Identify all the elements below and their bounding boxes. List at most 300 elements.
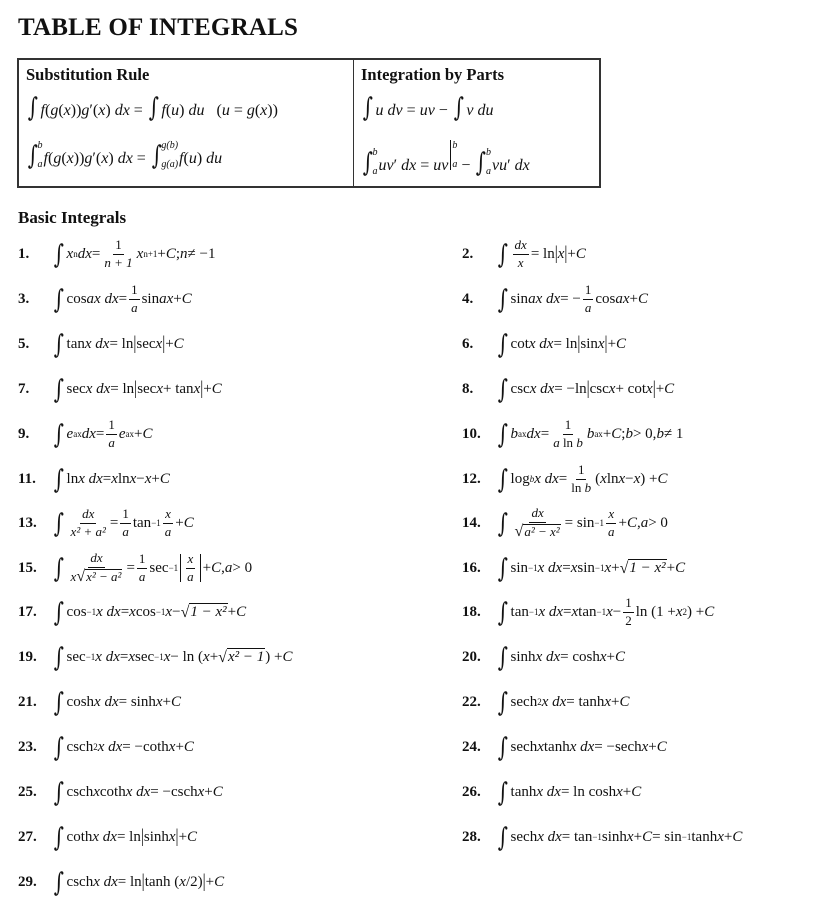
integral-sign-icon: ∫	[497, 509, 508, 539]
math-text: tan	[66, 335, 85, 352]
math-text: (	[45, 102, 51, 119]
integral-entry	[18, 642, 292, 672]
fraction	[106, 418, 117, 450]
math-text: ′	[507, 157, 515, 174]
math-variable: ax dx	[86, 290, 119, 307]
math-text: −	[172, 603, 181, 620]
integral-formula	[496, 283, 648, 315]
integral-formula: ∫ sec −1 x dx = x sec −1 x − ln ( x + √ x² − 1 ) + C	[53, 643, 293, 673]
integral-entry	[462, 597, 714, 627]
abs-bar: |	[604, 333, 608, 354]
math-variable: ax	[615, 290, 630, 307]
math-variable: C	[211, 559, 222, 576]
math-variable: x	[641, 738, 649, 755]
math-text: ))	[73, 150, 85, 167]
integration-by-parts-indefinite	[361, 93, 494, 123]
abs-bar: |	[554, 243, 558, 264]
math-variable: C	[212, 783, 223, 800]
math-variable: x	[66, 150, 74, 167]
math-text: sec	[66, 380, 86, 397]
math-text: tanh (	[144, 873, 180, 890]
integral-entry	[462, 374, 674, 404]
math-text: > 0,	[632, 425, 657, 442]
math-variable: x dx	[538, 603, 564, 620]
math-text: +	[655, 380, 665, 397]
math-text: =	[119, 648, 129, 665]
math-text: +	[648, 738, 657, 755]
math-text: = −sech	[594, 738, 642, 755]
abs-bar	[200, 554, 201, 582]
denominator: a	[187, 568, 194, 584]
integral-sign-icon: ∫	[497, 598, 508, 628]
integral-formula	[52, 465, 170, 495]
math-text: = −coth	[122, 738, 169, 755]
numerator: 1	[137, 552, 148, 568]
integral-entry	[18, 597, 246, 627]
math-text: = ln cosh	[560, 783, 617, 800]
math-text: a	[553, 434, 560, 450]
math-variable: C	[236, 603, 247, 620]
math-variable: x	[604, 693, 611, 710]
math-variable: C	[165, 245, 176, 262]
math-variable: vu	[491, 157, 508, 174]
math-text: = tanh	[566, 693, 605, 710]
math-text: csc	[589, 380, 609, 397]
fraction	[513, 238, 529, 270]
math-variable: x dx	[84, 335, 110, 352]
integral-formula	[52, 283, 192, 315]
page-title: TABLE OF INTEGRALS	[18, 14, 299, 41]
math-variable: e	[66, 425, 74, 442]
denominator: a	[164, 523, 172, 539]
integration-by-parts-definite	[361, 140, 530, 177]
numerator: 1	[623, 596, 634, 612]
square-root	[620, 559, 667, 577]
integral-sign-icon: ∫	[53, 643, 64, 673]
denominator: x	[517, 254, 524, 270]
math-variable: x	[144, 470, 152, 487]
math-text: +	[606, 648, 615, 665]
integral-entry	[18, 464, 170, 494]
integral-formula	[496, 643, 626, 673]
math-text: )	[105, 102, 115, 119]
math-text: tanh	[510, 783, 537, 800]
math-text: + cot	[615, 380, 647, 397]
math-variable: uv	[419, 102, 435, 119]
math-variable: dx	[401, 157, 417, 174]
math-variable: x	[66, 245, 74, 262]
evaluation-bar-line	[450, 140, 451, 170]
math-variable: f	[179, 150, 184, 167]
math-variable: x dx	[97, 738, 123, 755]
math-text: cos	[135, 603, 156, 620]
abs-bar: |	[175, 826, 179, 847]
math-variable: x	[260, 102, 268, 119]
denominator: x² + a²	[70, 523, 106, 539]
math-text: sinh	[510, 648, 536, 665]
math-text: +	[622, 783, 632, 800]
math-text: +	[633, 828, 643, 845]
abs-bar: |	[141, 871, 145, 892]
radicand: 1 − x²	[190, 604, 227, 620]
math-variable: a	[640, 514, 649, 531]
math-variable: g	[81, 102, 90, 119]
integral-formula	[496, 238, 586, 270]
math-text: sin	[577, 559, 595, 576]
math-text: ;	[621, 425, 626, 442]
integral-entry	[462, 239, 586, 269]
integral-entry	[18, 732, 194, 762]
math-text: cosh	[66, 693, 95, 710]
math-text: ln (1 +	[635, 603, 676, 620]
entry-number: 28.	[462, 828, 481, 845]
integral-sign-icon: ∫	[53, 420, 64, 450]
math-variable: x dx	[96, 603, 121, 620]
integral-sign-icon: ∫	[453, 93, 464, 123]
math-text: ))	[70, 102, 82, 119]
math-variable: x	[156, 380, 164, 397]
math-variable: x dx	[534, 470, 559, 487]
integral-entry	[462, 822, 742, 852]
numerator: 1	[129, 283, 140, 299]
integral-sign-icon: ∫	[27, 141, 38, 171]
math-text: (	[48, 150, 54, 167]
radicand: x² − 1	[227, 649, 265, 665]
math-text: +	[611, 693, 620, 710]
math-variable: C	[657, 470, 668, 487]
upper-limit: b	[452, 140, 458, 151]
integral-entry	[18, 419, 153, 449]
integral-sign-icon: ∫	[53, 554, 64, 584]
math-text: ) +	[640, 470, 658, 487]
math-variable: C	[214, 873, 225, 890]
math-text: =	[563, 603, 572, 620]
integral-sign-icon: ∫	[27, 93, 38, 123]
math-text: coth	[99, 783, 126, 800]
denominator: a	[108, 434, 115, 450]
abs-bar: |	[133, 333, 137, 354]
math-text: (	[254, 102, 261, 119]
math-variable: dx	[81, 425, 96, 442]
math-variable: C	[615, 648, 626, 665]
integral-formula	[52, 688, 181, 718]
math-variable: x	[646, 380, 653, 397]
lower-limit: g(a)	[161, 159, 179, 170]
definite-integral-sign	[474, 147, 492, 177]
numerator: 1	[113, 238, 124, 254]
math-text: +	[202, 559, 212, 576]
integral-sign-icon: ∫	[497, 240, 508, 270]
integration-by-parts-panel	[354, 60, 599, 186]
math-text: +	[203, 380, 212, 397]
math-text: = −	[560, 290, 581, 307]
numerator: dx	[88, 551, 104, 567]
math-variable: u	[221, 102, 230, 119]
math-variable: g	[53, 150, 62, 167]
abs-bar: |	[134, 378, 138, 399]
math-text: +	[205, 873, 215, 890]
math-text: ln	[606, 470, 619, 487]
math-variable: x dx	[92, 828, 117, 845]
math-text: ln	[117, 470, 130, 487]
integral-sign-icon: ∫	[497, 733, 508, 763]
math-text: /2)	[185, 873, 203, 890]
entry-number: 4.	[462, 290, 474, 307]
math-variable: x	[179, 873, 186, 890]
math-variable: x	[557, 245, 565, 262]
math-variable: C	[183, 514, 194, 531]
entry-number: 17.	[18, 603, 37, 620]
integral-entry	[18, 508, 194, 538]
math-text: sin	[141, 290, 160, 307]
denominator: a	[584, 299, 592, 315]
math-variable: x dx	[528, 335, 554, 352]
numerator: dx	[513, 238, 529, 254]
math-variable: ax	[159, 290, 174, 307]
integral-entry	[462, 642, 625, 672]
math-variable: x	[165, 603, 173, 620]
math-variable: dx	[114, 102, 130, 119]
integral-entry	[462, 732, 667, 762]
integral-entry	[462, 777, 641, 807]
numerator: dx	[529, 506, 545, 522]
integral-formula	[496, 330, 627, 360]
math-variable: x	[136, 245, 144, 262]
integral-sign-icon: ∫	[151, 141, 162, 171]
math-variable: C	[626, 514, 637, 531]
integral-sign-icon: ∫	[53, 868, 64, 898]
math-text: sin	[580, 335, 598, 352]
math-variable: e	[118, 425, 126, 442]
integral-entry	[18, 687, 181, 717]
math-text: sec	[136, 335, 156, 352]
definite-integral-sign	[361, 147, 379, 177]
integral-sign-icon: ∫	[497, 643, 508, 673]
math-text: = ln	[553, 335, 578, 352]
integral-formula	[52, 778, 223, 808]
math-variable: dx	[526, 425, 541, 442]
integral-formula	[52, 375, 222, 405]
math-variable: x dx	[541, 693, 567, 710]
integral-sign-icon: ∫	[53, 823, 64, 853]
integral-entry	[18, 822, 197, 852]
integral-sign-icon: ∫	[362, 93, 373, 123]
math-variable: u dv	[375, 102, 403, 119]
math-text: tan	[510, 603, 529, 620]
math-text: log	[510, 470, 530, 487]
square-root	[181, 603, 228, 621]
numerator: 1	[120, 507, 131, 523]
math-text: +	[204, 783, 213, 800]
math-text: (	[595, 470, 601, 487]
fraction	[185, 552, 196, 584]
math-text: = ln	[116, 828, 141, 845]
math-variable: dx	[117, 150, 133, 167]
math-text: +	[227, 603, 237, 620]
math-variable: C	[183, 738, 194, 755]
numerator: 1	[583, 283, 594, 299]
entry-number: 5.	[18, 335, 30, 352]
lower-limit: a	[372, 166, 378, 177]
fraction	[163, 507, 174, 539]
math-text: =	[132, 150, 150, 167]
math-variable: x	[70, 568, 77, 584]
math-variable: x	[193, 380, 201, 397]
math-text: (	[165, 102, 172, 119]
math-text: ) +	[265, 648, 283, 665]
integral-sign-icon: ∫	[53, 240, 64, 270]
numerator: 1	[563, 418, 574, 434]
math-variable: C	[675, 559, 686, 576]
entry-number: 29.	[18, 873, 37, 890]
numerator: 1	[576, 463, 587, 479]
math-variable: a	[224, 559, 233, 576]
fraction	[69, 551, 125, 584]
math-text: ,	[221, 559, 225, 576]
math-text: = ln	[109, 335, 134, 352]
denominator	[569, 480, 593, 495]
abs-bar: |	[140, 826, 144, 847]
integral-sign-icon: ∫	[497, 823, 508, 853]
integral-formula: ∫ $\frac{dx}{\text{x² + a²}}$ = $\frac{1}{a}$ tan −1 $\frac{x}{a}$ + C	[53, 506, 194, 539]
entry-number: 24.	[462, 738, 481, 755]
entry-number: 22.	[462, 693, 481, 710]
math-variable: C	[656, 738, 667, 755]
math-text: (	[204, 102, 222, 119]
fraction	[69, 507, 108, 539]
math-variable: x	[129, 603, 136, 620]
math-text: (	[183, 150, 189, 167]
entry-number: 2.	[462, 245, 474, 262]
denominator: a	[138, 568, 146, 584]
upper-limit: b	[485, 147, 491, 158]
integral-entry	[462, 464, 668, 494]
integral-entry	[462, 284, 648, 314]
integral-formula	[496, 375, 675, 405]
math-text: =	[540, 425, 550, 442]
math-variable: C	[142, 425, 153, 442]
math-text: +	[666, 559, 676, 576]
radicand: a² − x²	[524, 524, 560, 540]
math-text: =	[109, 514, 119, 531]
math-text: ) +	[687, 603, 705, 620]
integral-formula: ∫ sin −1 x dx = x sin −1 x + √ 1 − x² + C	[497, 554, 686, 584]
integral-entry	[18, 867, 224, 897]
integral-sign-icon: ∫	[53, 688, 64, 718]
math-text: ≠ 1	[663, 425, 684, 442]
math-text: =	[558, 470, 568, 487]
math-text: +	[209, 648, 219, 665]
integral-sign-icon: ∫	[53, 778, 64, 808]
math-text: = −csch	[150, 783, 198, 800]
math-variable: b	[510, 425, 519, 442]
integral-limits	[38, 140, 43, 170]
lower-limit: a	[452, 159, 458, 170]
math-variable: x dx	[537, 828, 562, 845]
integral-limits	[161, 140, 178, 170]
math-text: sinh	[143, 828, 169, 845]
integral-sign-icon: ∫	[497, 285, 508, 315]
integral-entry	[462, 505, 668, 540]
math-variable: x	[633, 470, 641, 487]
math-text: =	[402, 102, 420, 119]
integral-sign-icon: ∫	[497, 375, 508, 405]
math-text: ))	[267, 102, 278, 119]
lower-limit: a	[37, 159, 43, 170]
evaluation-limits	[452, 140, 457, 170]
integral-entry	[18, 777, 223, 807]
math-variable: g	[246, 102, 255, 119]
fraction	[137, 552, 148, 584]
math-text: tanh	[691, 828, 718, 845]
math-text: −	[136, 470, 145, 487]
math-text: =	[102, 470, 112, 487]
numerator: x	[186, 552, 196, 568]
denominator	[69, 568, 125, 585]
radical-sign-icon: √	[619, 560, 629, 577]
math-text: (	[58, 102, 64, 119]
math-text: cos	[595, 290, 616, 307]
entry-number: 18.	[462, 603, 481, 620]
math-text: tan	[578, 603, 597, 620]
numerator: dx	[80, 507, 96, 523]
math-variable: f	[161, 102, 166, 119]
math-variable: x	[571, 603, 579, 620]
math-variable: x	[111, 470, 118, 487]
math-variable: C	[181, 290, 192, 307]
math-text: sech	[510, 693, 538, 710]
integral-formula	[52, 823, 198, 853]
math-text: cot	[510, 335, 529, 352]
integral-formula	[496, 778, 642, 808]
integral-entry	[18, 329, 184, 359]
substitution-rule-definite	[26, 140, 222, 170]
integral-sign-icon: ∫	[497, 420, 508, 450]
integral-formula: ∫ dx x √ x² − a² = $\frac{1}{a}$ sec −1 $\frac{x}{a}$ + C , a > 0	[53, 550, 253, 585]
integral-formula: ∫ sech 2 x dx = tanh x + C	[497, 688, 630, 718]
math-text: csch	[66, 783, 94, 800]
integral-formula: ∫ dx √ a² − x² = sin −1 $\frac{x}{a}$ + C , a > 0	[497, 505, 668, 540]
math-variable: x	[163, 648, 171, 665]
integral-sign-icon: ∫	[497, 465, 508, 495]
math-text: +	[175, 514, 184, 531]
integral-sign-icon: ∫	[497, 554, 508, 584]
math-variable: C	[631, 783, 642, 800]
entry-number: 26.	[462, 783, 481, 800]
math-text: = sin	[564, 514, 595, 531]
math-variable: x	[675, 603, 683, 620]
math-text: +	[173, 290, 182, 307]
math-text: )	[108, 150, 118, 167]
definite-integral-sign	[26, 140, 44, 170]
radical-sign-icon: √	[76, 567, 86, 585]
math-text: ′(	[92, 150, 102, 167]
math-text: sin	[510, 559, 529, 576]
math-variable: du	[206, 150, 223, 167]
radical-sign-icon: √	[180, 604, 190, 621]
math-text: =	[229, 102, 247, 119]
math-variable: b	[586, 425, 595, 442]
math-variable: uv	[378, 157, 394, 174]
numerator: 1	[106, 418, 117, 434]
math-variable: C	[611, 425, 622, 442]
entry-number: 12.	[462, 470, 481, 487]
integral-entry	[18, 550, 253, 585]
math-variable: x	[604, 559, 612, 576]
math-text: ′	[393, 157, 402, 174]
math-text: ln	[562, 434, 574, 450]
denominator: a	[131, 299, 138, 315]
